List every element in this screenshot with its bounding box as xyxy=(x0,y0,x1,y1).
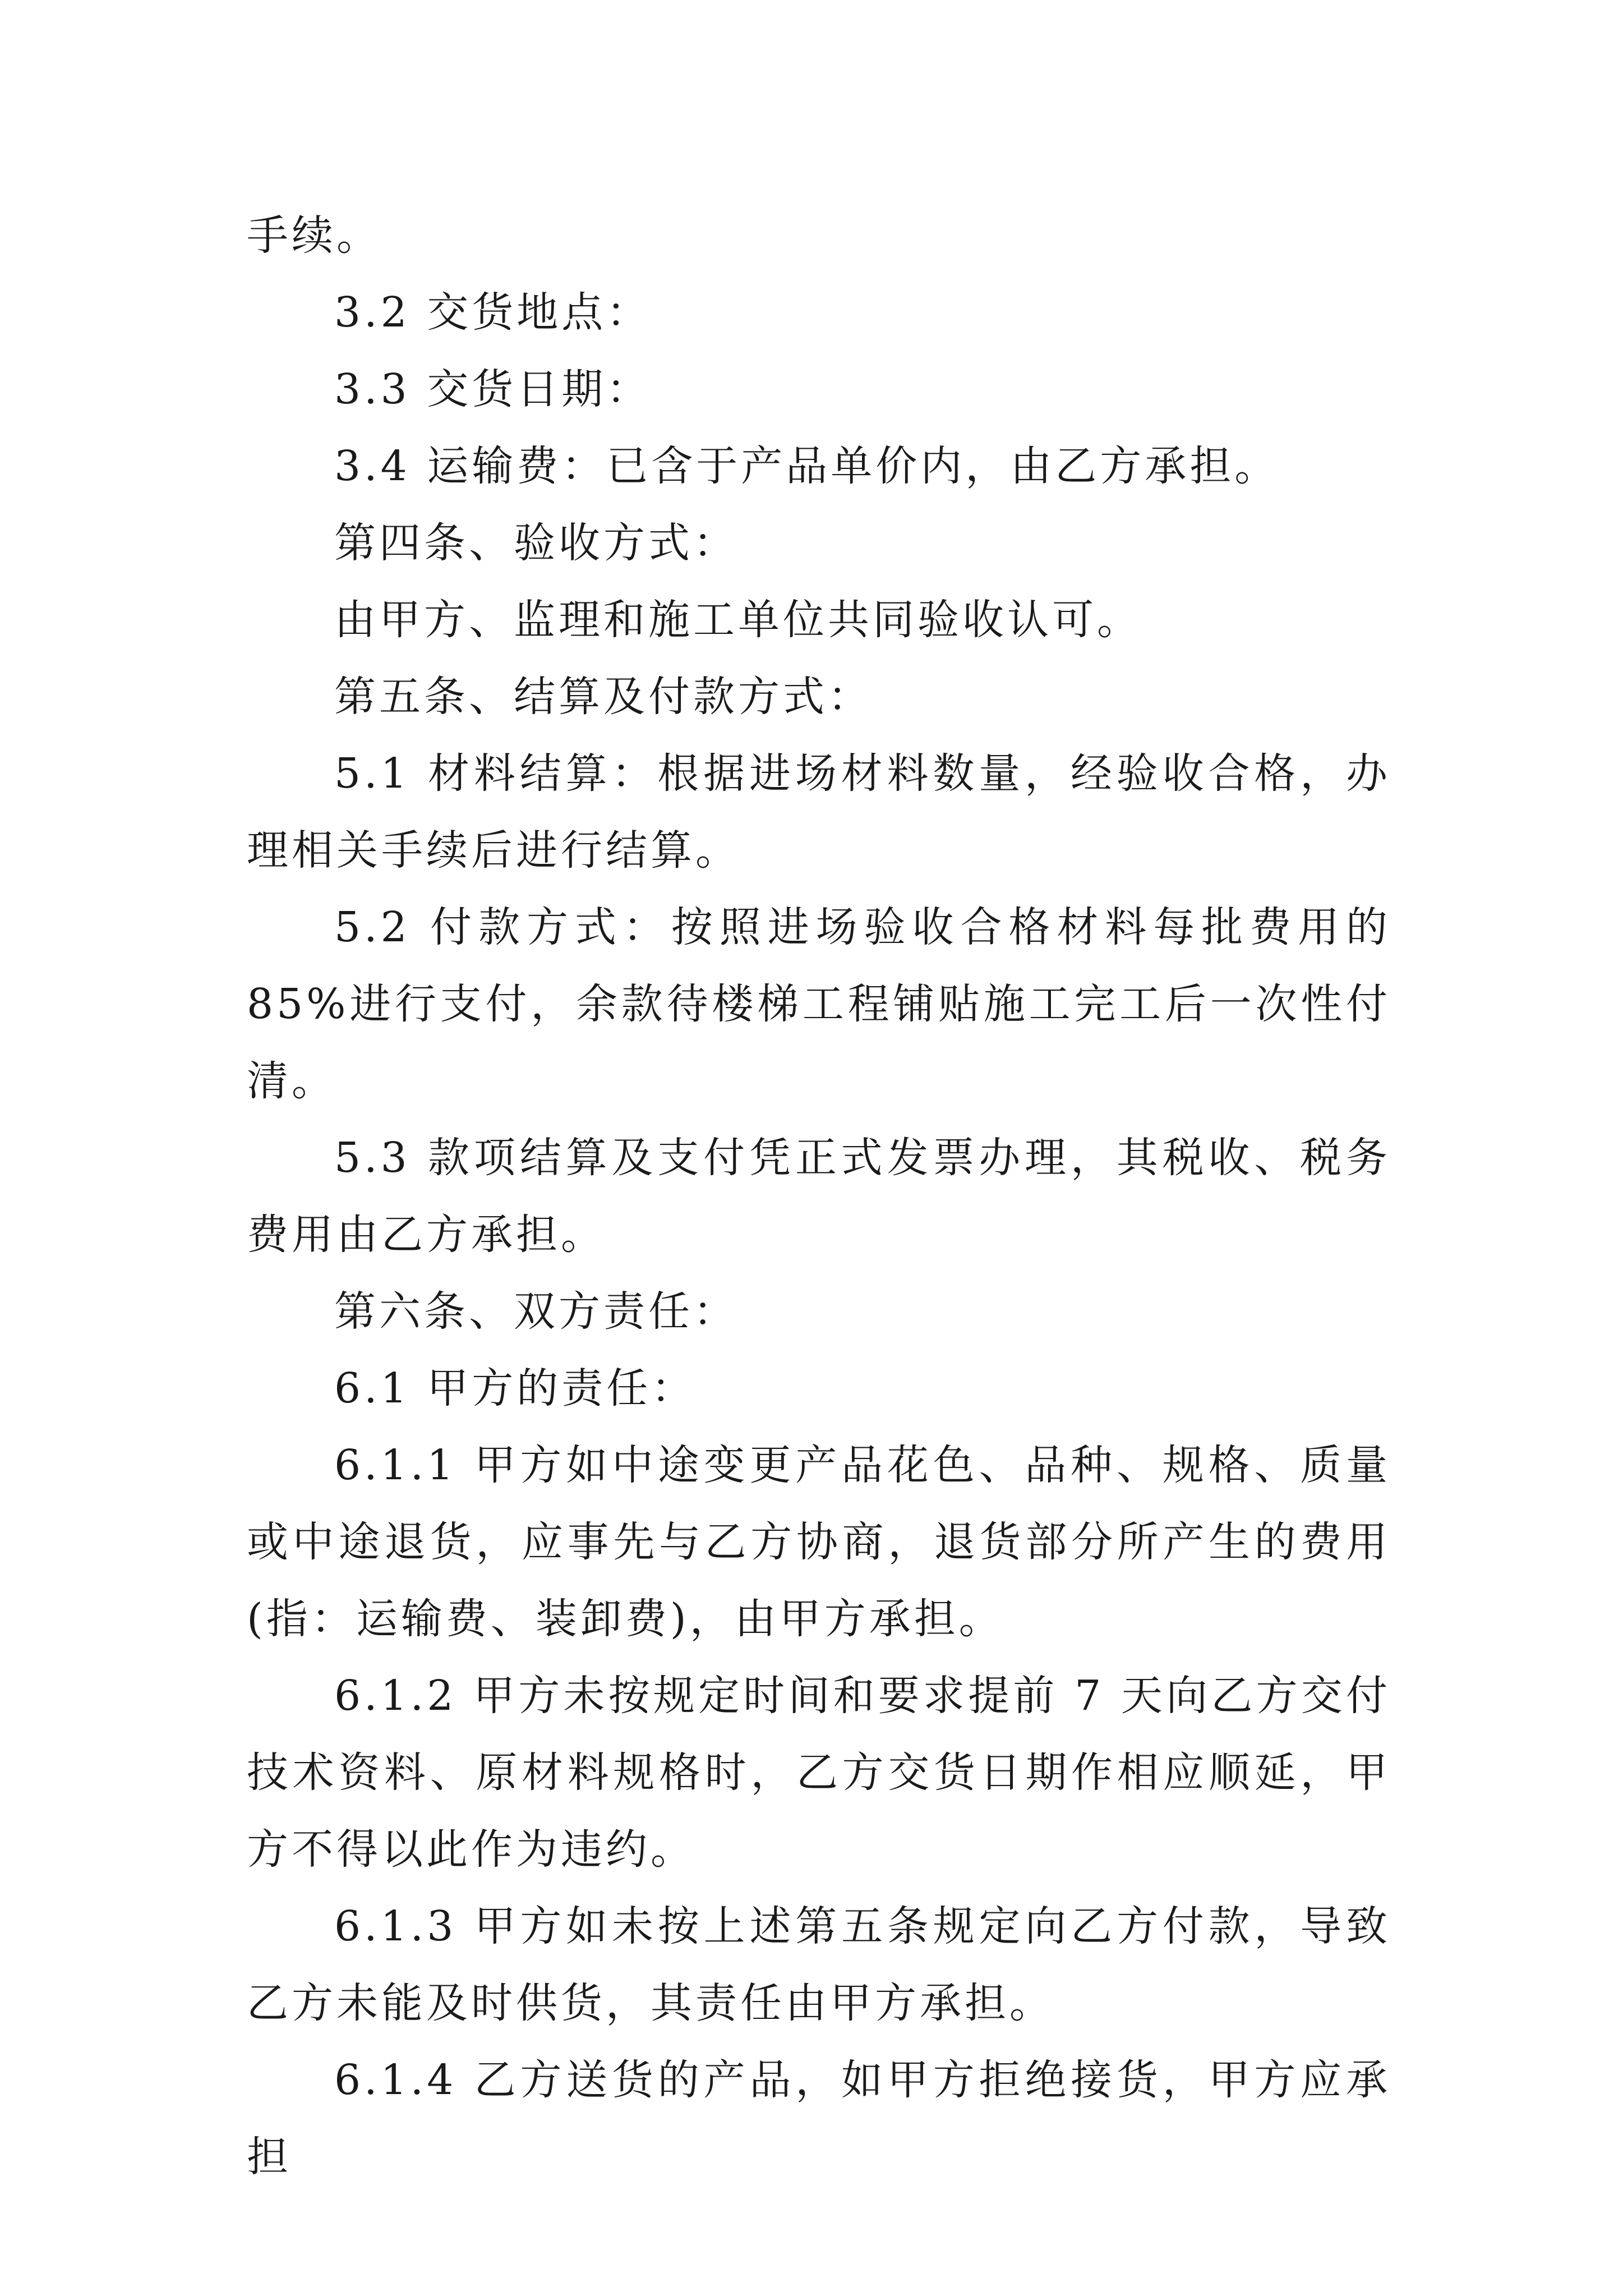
article-4-text: 由甲方、监理和施工单位共同验收认可。 xyxy=(334,596,1142,644)
paragraph-continuation: 手续。 xyxy=(247,211,381,260)
clause-3-2-delivery-location: 3.2 交货地点： xyxy=(334,288,652,337)
clause-3-4-transport-fee: 3.4 运输费：已含于产品单价内，由乙方承担。 xyxy=(334,442,1280,490)
clause-6-1-3: 6.1.3 甲方如未按上述第五条规定向乙方付款，导致乙方未能及时供货，其责任由甲方承担。 xyxy=(247,1902,1391,2027)
clause-5-2-payment: 5.2 付款方式：按照进场验收合格材料每批费用的 85%进行支付，余款待楼梯工程铺贴施工完工后一次性付清。 xyxy=(247,903,1391,1105)
clause-6-1-heading: 6.1 甲方的责任： xyxy=(334,1364,697,1412)
article-5-heading: 第五条、结算及付款方式： xyxy=(334,673,873,721)
clause-6-1-1: 6.1.1 甲方如中途变更产品花色、品种、规格、质量或中途退货，应事先与乙方协商，退货部分所产生的费用(指：运输费、装卸费)，由甲方承担。 xyxy=(247,1441,1391,1643)
clause-6-1-4: 6.1.4 乙方送货的产品，如甲方拒绝接货，甲方应承担 xyxy=(247,2056,1391,2181)
clause-5-1-settlement: 5.1 材料结算：根据进场材料数量，经验收合格，办理相关手续后进行结算。 xyxy=(247,749,1391,875)
article-4-heading: 第四条、验收方式： xyxy=(334,519,738,567)
article-6-heading: 第六条、双方责任： xyxy=(334,1287,738,1336)
clause-6-1-2: 6.1.2 甲方未按规定时间和要求提前 7 天向乙方交付技术资料、原材料规格时，乙方交货日期作相应顺延，甲方不得以此作为违约。 xyxy=(247,1672,1391,1874)
clause-3-3-delivery-date: 3.3 交货日期： xyxy=(334,365,652,413)
clause-5-3-invoice: 5.3 款项结算及支付凭正式发票办理，其税收、税务费用由乙方承担。 xyxy=(247,1134,1391,1259)
document-body xyxy=(247,197,1391,2196)
